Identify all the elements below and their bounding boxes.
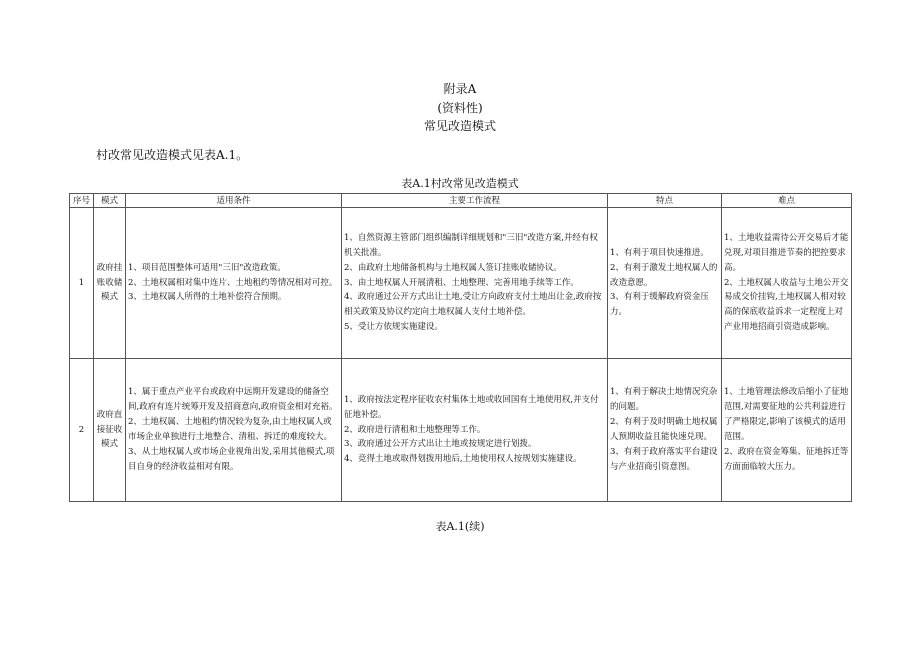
mode-name: 政府直接征收模式 — [94, 359, 126, 502]
appendix-title: 常见改造模式 — [423, 119, 496, 133]
header-features: 特点 — [608, 194, 722, 208]
process-cell — [342, 208, 608, 359]
continued-caption: 表A.1(续) — [435, 520, 485, 533]
modes-table — [69, 193, 852, 502]
row-number: 1 — [70, 208, 94, 359]
difficulty-item: 2、土地权属人收益与土地公开交易成交价挂钩,土地权属人相对较高的保底收益诉求一定程度上对产业用地招商引资造成影响。 — [724, 277, 849, 333]
features-cell — [608, 359, 722, 502]
process-step: 2、政府进行清租和土地整理等工作。 — [344, 424, 486, 435]
table-caption: 表A.1村改常见改造模式 — [401, 177, 519, 190]
feature-item: 1、有利于解决土地情况究杂的问题。 — [610, 387, 718, 413]
process-step: 1、自然资源主管部门组织编制详细规划和"三旧"改造方案,并经有权机关批准。 — [344, 232, 598, 258]
header-difficulties: 难点 — [722, 194, 852, 208]
feature-item: 2、有利于激发土地权属人的改造意愿。 — [610, 262, 718, 288]
conditions-cell — [126, 359, 342, 502]
difficulty-item: 1、土地管理法修改后缩小了征地范围,对需要征地的公共利益进行了严格限定,影响了该模式的适用范围。 — [724, 387, 849, 442]
feature-item: 3、有利于政府落实平台建设与产业招商引资意图。 — [610, 446, 718, 472]
header-no: 序号 — [70, 194, 94, 208]
header-conditions: 适用条件 — [126, 194, 342, 208]
header-mode: 模式 — [94, 194, 126, 208]
process-step: 3、政府通过公开方式出让土地或按规定进行划拨。 — [344, 439, 537, 450]
condition-item: 3、从土地权属人或市场企业视角出发,采用其他模式,项目自身的经济收益相对有限。 — [128, 446, 335, 472]
feature-item: 3、有利于缓解政府资金压力。 — [610, 292, 709, 318]
intro-paragraph: 村改常见改造模式见表A.1。 — [96, 148, 249, 162]
condition-item: 2、土地权属、土地租约情况较为复杂,由土地权属人或市场企业单独进行土地整合、清租、拆迁的难度较大。 — [128, 417, 333, 442]
table-row — [70, 208, 852, 359]
features-cell — [608, 208, 722, 359]
header-process: 主要工作流程 — [342, 194, 608, 208]
condition-item: 3、土地权属人所得的土地补偿符合预期。 — [128, 292, 287, 303]
appendix-nature: (资料性) — [437, 101, 483, 115]
table-header-row — [70, 194, 852, 208]
feature-item: 1、有利于项目快速推进。 — [610, 247, 709, 258]
process-step: 5、受让方依规实施建设。 — [344, 322, 443, 333]
process-step: 1、政府按法定程序征收农村集体土地或收回国有土地使用权,并支付征地补偿。 — [344, 394, 599, 420]
condition-item: 1、属于重点产业平台或政府中远期开发建设的储备空间,政府有连片统筹开发及招商意向,政府资金相对充裕。 — [128, 387, 338, 413]
process-step: 2、由政府土地储备机构与土地权属人签订挂账收储协议。 — [344, 262, 562, 273]
conditions-cell — [126, 208, 342, 359]
row-number: 2 — [70, 359, 94, 502]
mode-name: 政府挂账收储模式 — [94, 208, 126, 359]
process-step: 3、由土地权属人开展清租、土地整理、完善用地手续等工作。 — [344, 277, 579, 288]
process-cell — [342, 359, 608, 502]
appendix-label: 附录A — [443, 82, 477, 96]
condition-item: 2、土地权属相对集中连片、土地租约等情况相对可控。 — [128, 277, 338, 288]
difficulties-cell — [722, 359, 852, 502]
difficulties-cell — [722, 208, 852, 359]
process-step: 4、政府通过公开方式出让土地,受让方向政府支付土地出让金,政府按相关政策及协议约定向土地权属人支付土地补偿。 — [344, 292, 602, 318]
difficulty-item: 1、土地收益需待公开交易后才能兑现,对项目推进节奏的把控要求高。 — [724, 232, 849, 273]
condition-item: 1、项目范围整体可适用"三旧"改造政策。 — [128, 262, 286, 273]
feature-item: 2、有利于及时明确土地权属人预期收益且能快速兑现。 — [610, 417, 718, 442]
process-step: 4、竞得土地或取得划拨用地后,土地使用权人按规划实施建设。 — [344, 454, 582, 465]
table-row — [70, 359, 852, 502]
difficulty-item: 2、政府在资金筹集、征地拆迁等方面面临较大压力。 — [724, 446, 849, 472]
